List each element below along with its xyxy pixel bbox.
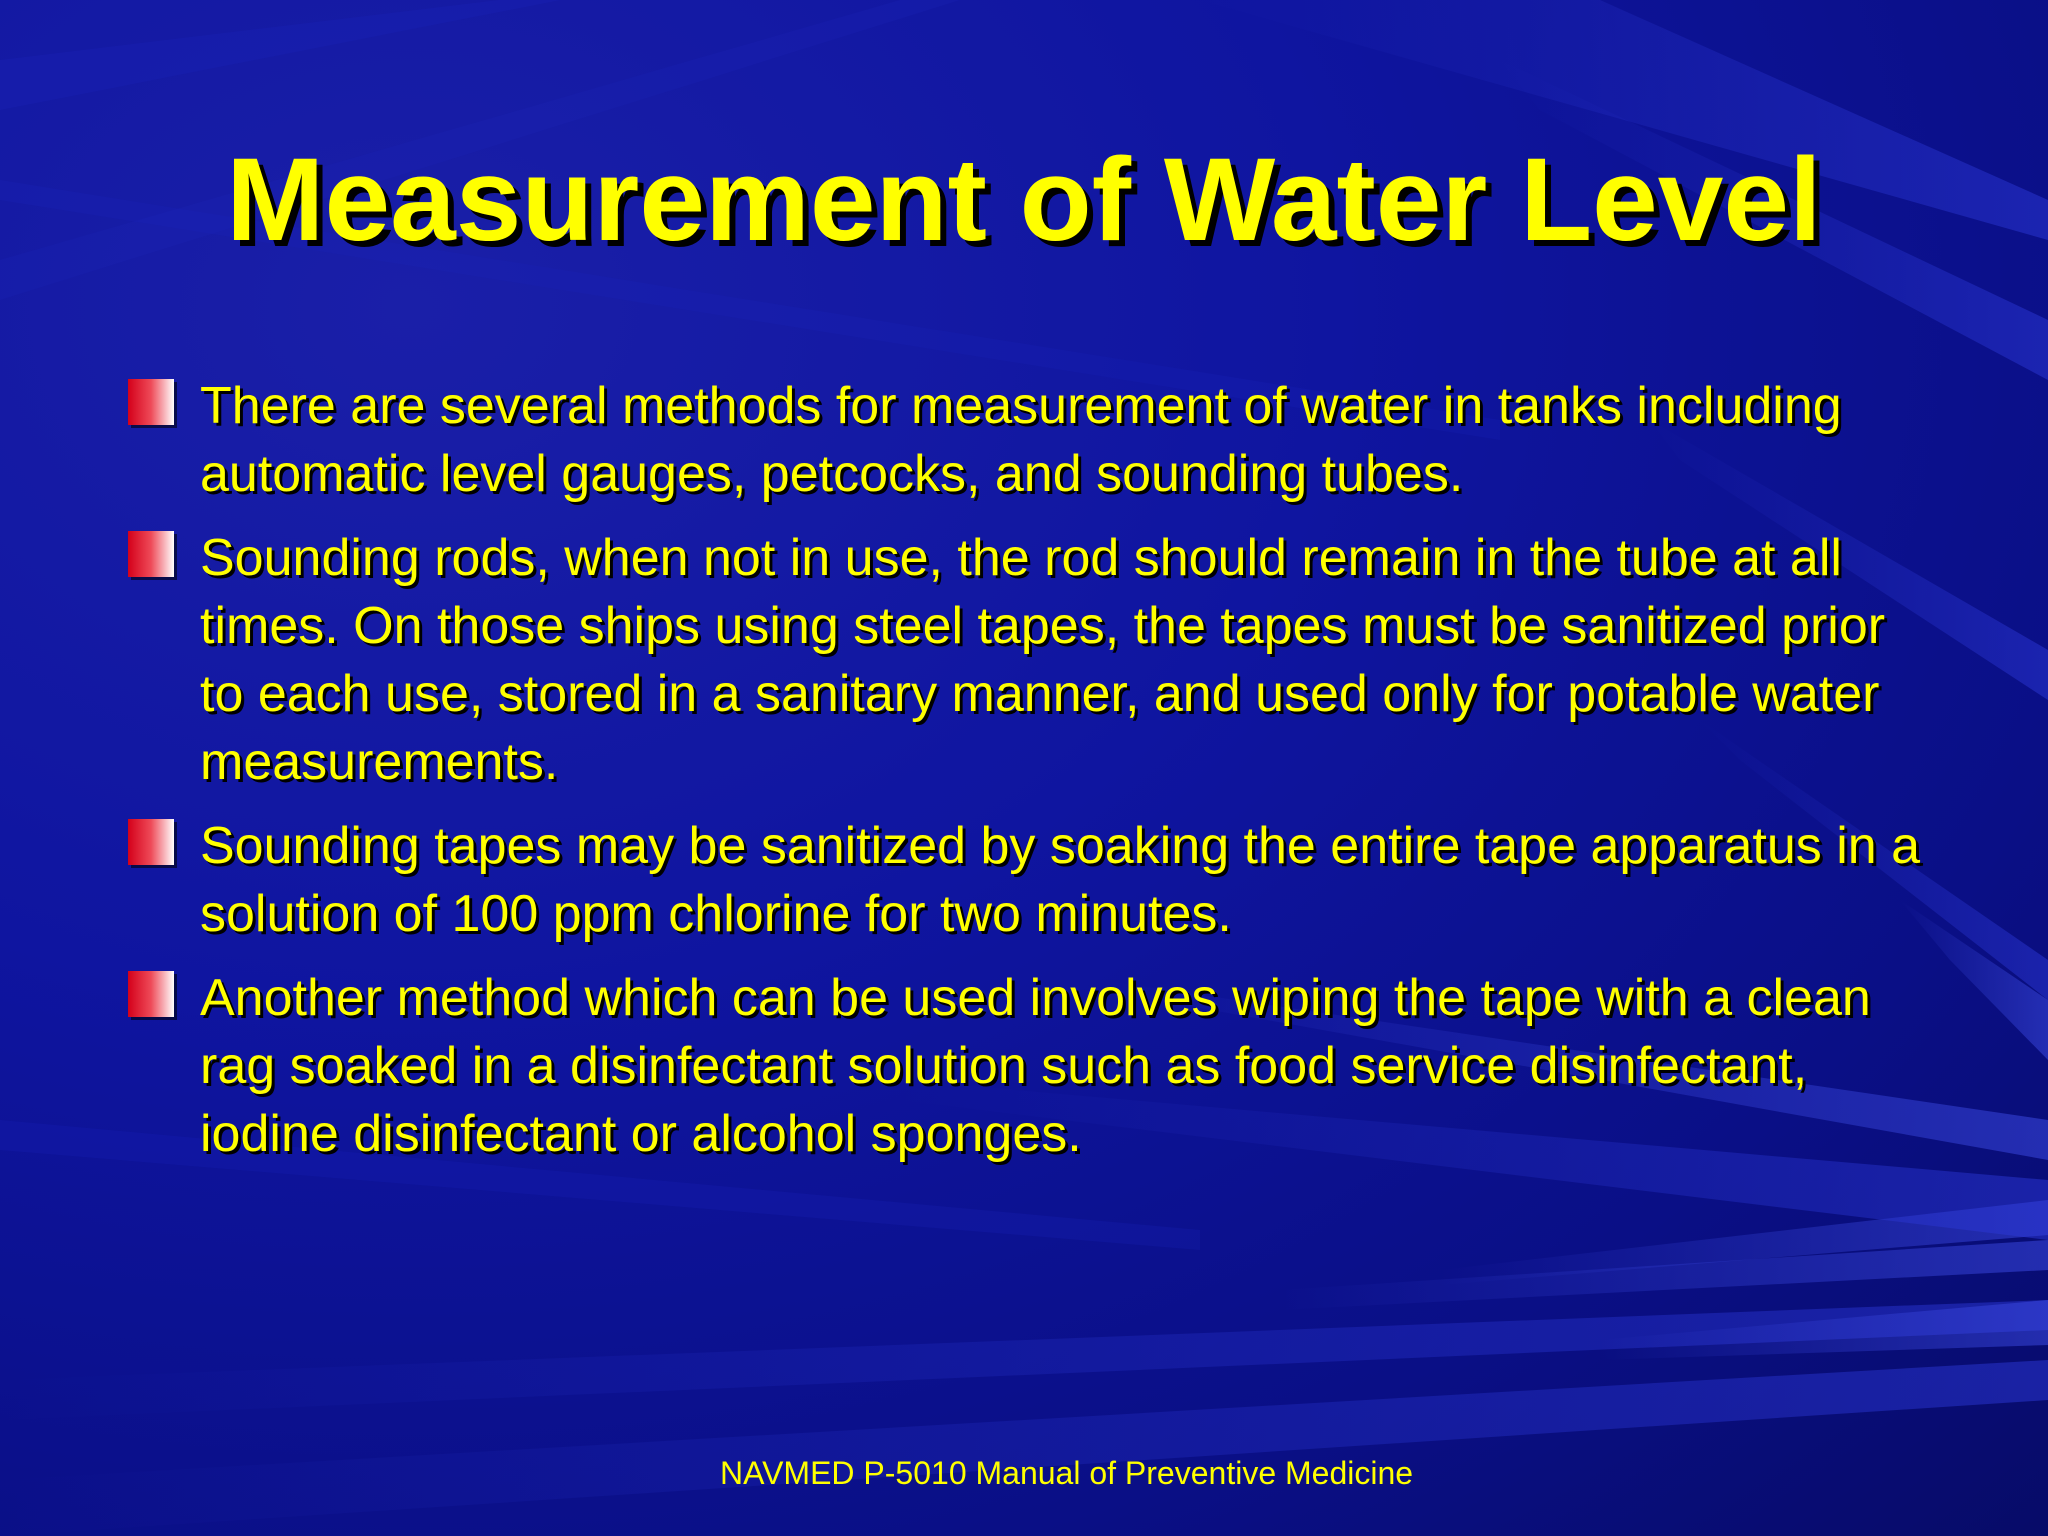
- slide-title: Measurement of Water Level: [226, 134, 1822, 266]
- bullet-text: Another method which can be used involves wiping the tape with a clean rag soaked in a disinfectant solution such as food service disinfectant, iodine disinfectant or alcohol sponges.: [200, 969, 1871, 1163]
- bullet-text: There are several methods for measurement of water in tanks including automatic level gauges, petcocks, and sounding tubes.: [200, 377, 1842, 503]
- bullet-text: Sounding tapes may be sanitized by soaking the entire tape apparatus in a solution of 100 ppm chlorine for two minutes.: [200, 817, 1921, 943]
- bullet-square-icon: [128, 379, 174, 425]
- bullet-item: [128, 524, 1928, 796]
- bullet-square-icon: [128, 819, 174, 865]
- bullet-list: [128, 372, 1928, 1184]
- ray: [0, 0, 560, 110]
- bullet-square-icon: [128, 971, 174, 1017]
- bullet-item: [128, 372, 1928, 508]
- bullet-text: Sounding rods, when not in use, the rod should remain in the tube at all times. On those ships using steel tapes, the tapes must be sanitized prior to each use, stored in a sanitary manner, and used only for potable water measurements.: [200, 529, 1886, 791]
- bullet-item: [128, 964, 1928, 1168]
- bullet-item: [128, 812, 1928, 948]
- slide-footer: NAVMED P-5010 Manual of Preventive Medicine: [720, 1455, 1414, 1491]
- bullet-square-icon: [128, 531, 174, 577]
